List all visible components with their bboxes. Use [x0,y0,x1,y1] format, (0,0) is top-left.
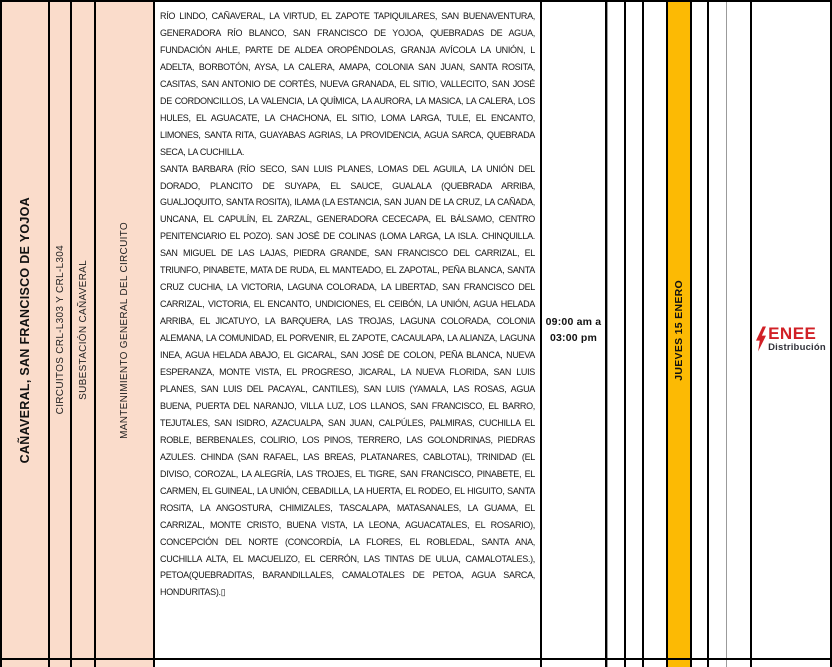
empty-cell[interactable] [690,2,707,658]
enee-logo [756,325,826,357]
substation-cell[interactable] [70,2,94,658]
circuits-label: CIRCUITOS CRL-L303 Y CRL-L304 [54,245,66,415]
flame-bolt-icon [756,326,766,357]
time-end: 03:00 pm [549,332,598,344]
logo-name: ENEE [768,324,817,343]
affected-areas-cell[interactable] [153,2,540,658]
logo-subtitle: Distribución [768,342,826,353]
substation-label: SUBESTACIÓN CAÑAVERAL [77,260,89,400]
empty-cell[interactable] [607,2,624,658]
empty-cell[interactable] [726,2,750,658]
work-type-cell[interactable] [94,2,153,658]
empty-cell[interactable] [707,2,726,658]
region-cell[interactable] [2,2,48,658]
time-cell[interactable] [540,2,607,658]
empty-cell[interactable] [624,2,642,658]
region-title: CAÑAVERAL, SAN FRANCISCO DE YOJOA [18,196,32,464]
empty-cell[interactable] [642,2,666,658]
affected-areas-paragraph-1: RÍO LINDO, CAÑAVERAL, LA VIRTUD, EL ZAPOTE TAPIQUILARES, SAN BUENAVENTURA, GENERADORA RÍO BLANCO, SAN FRANCISCO DE YOJOA, QUEBRADAS DE AGUA, FUNDACIÓN AHLE, PARTE DE ALDEA OROPÉNDOLAS, GRANJA AVÍCOLA LA UNIÓN, L ADELTA, BORBOTÓN, AYSA, LA CALERA, AMAPA, COLONIA SAN JUAN, SANTA ROSITA, CASITAS, SAN ANTONIO DE CORTÉS, NUEVA GRANADA, EL SITIO, VALLECITO, SAN JOSÉ DE CORDONCILLOS, LA VALENCIA, LA QUÍMICA, LA AURORA, LA MASICA, LA CALERA, LOS HULES, EL AGUACATE, LA CHACHONA, EL SITIO, LOMA LARGA, TULE, EL ENCANTO, LIMONES, SANTA RITA, GUAYABAS AGRIAS, LA PROVIDENCIA, AGUA SARCA, QUEBRADA SECA, LA CUCHILLA. [160,11,535,157]
time-start: 09:00 am a [545,316,602,328]
logo-cell[interactable] [750,2,830,658]
work-type-label: MANTENIMIENTO GENERAL DEL CIRCUITO [119,221,130,439]
date-label: JUEVES 15 ENERO [673,279,685,381]
schedule-row [2,2,830,660]
affected-areas-paragraph-2: SANTA BARBARA (RÍO SECO, SAN LUIS PLANES, LOMAS DEL AGUILA, LA UNIÓN DEL DORADO, PLANCITO DE SUYAPA, EL SAUCE, GUALALA (QUEBRADA ARRIBA, GUALJOQUITO, SANTA ROSITA), ILAMA (LA ESTANCIA, SAN JUAN DE LA CRUZ, LA CAÑADA, UNCANA, EL CAPULÍN, EL ZARZAL, GENERADORA CECECAPA, EL BÁLSAMO, CENTRO PENITENCIARIO EL POZO). SAN JOSÉ DE COLINAS (LOMA LARGA, LA ISLA. CHINQUILLA. SAN MIGUEL DE LAS LAJAS, PIEDRA GRANDE, SAN FRANCISCO DEL CARRIZAL, EL TRIUNFO, PINABETE, MATA DE RUDA, EL MANTEADO, EL ZAPOTAL, PEÑA BLANCA, SANTA CRUZ CUCHIA, LA VICTORIA, LAGUNA COLORADA, LA LIBERTAD, SAN FRANCISCO DEL CARRIZAL, VICTORIA, EL ENCANTO, UNDICIONES, EL CEIBÓN, LA UNIÓN, AGUA HELADA ARRIBA, EL JICATUYO, LA BARQUERA, LAS TROJAS, LAGUNA COLORADA, COLONIA ALEMANA, LA COMUNIDAD, EL PORVENIR, EL ZAPOTE, CACAULAPA, LA ALIANZA, LAGUNA INEA, AGUA HELADA ABAJO, EL GICARAL, SAN JOSÉ DE COLON, PEÑA BLANCA, NUEVA ESPERANZA, MONTE VISTA, EL PROGRESO, JICARAL, LA NUEVA FLORIDA, SAN LUIS PLANES, SAN LUIS DEL PACAYAL, CANTILES), SAN LUIS (YAMALA, LAS ROSAS, AGUA BUENA, PUERTA DEL NARANJO, VILLA LUZ, LOS LLANOS, SAN FRANCISCO, EL BARRO, TEJUTALES, SAN ISIDRO, AZACUALPA, SAN JUAN, CALPÚLES, PALMIRAS, CUCHILLA EL ROBLE, BERBENALES, COLIRIO, LOS PINOS, TERRERO, LAS GOLONDRINAS, PIEDRAS AZULES. CHINDA (SAN RAFAEL, LAS BREAS, PLATANARES, CABLOTAL), TRINIDAD (EL DIVISO, COROZAL, LA ALEGRÍA, LAS TROJES, EL TIGRE, SAN FRANCISCO, PINABETE, EL CARMEN, EL GUINEAL, LA UNIÓN, CEBADILLA, LA HUERTA, EL RODEO, EL HIGUITO, SANTA ROSITA, LA ANGOSTURA, CHIMIZALES, TASCALAPA, MATASANALES, LA GUAMA, EL CARRIZAL, MONTE CRISTO, BUENA VISTA, LA LEONA, AGUACATALES, EL ROSARIO), CONCEPCIÓN DEL NORTE (CONCORDÍA, LA FLORES, EL ROBLEDAL, SANTA ANA, CUCHILLA ALTA, EL MACUELIZO, EL CERRÓN, LAS TINTAS DE ULUA, CAMALOTALES.), PETOA(QUEBRADITAS, BARANDILLALES, CAMALOTALES DE PETOA, AGUA SARCA, HONDURITAS).▯ [160,163,535,598]
circuits-cell[interactable] [48,2,70,658]
next-row-sliver [2,660,830,667]
date-cell[interactable] [666,2,690,658]
